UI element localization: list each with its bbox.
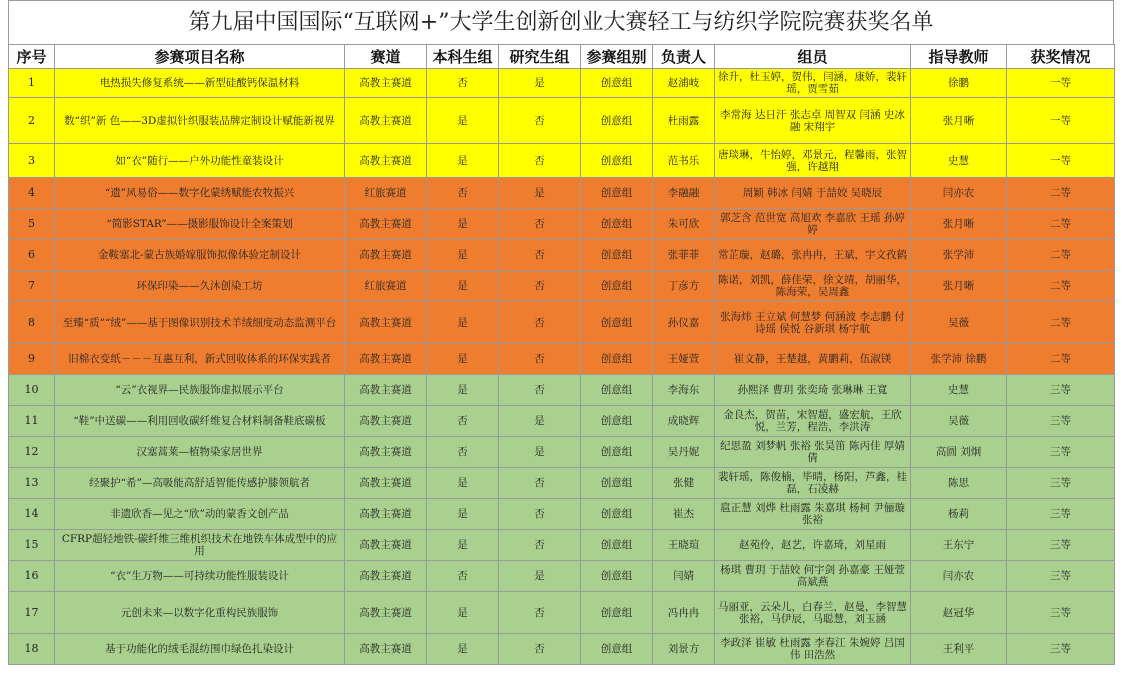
- row-number-cell: 2: [9, 98, 55, 144]
- members-cell: 赵苑伶，赵艺，许嘉琦，刘星雨: [715, 530, 911, 561]
- members-cell: 周颖 韩冰 闫婧 于喆姣 吴晓辰: [715, 178, 911, 209]
- graduate-flag-cell: 否: [499, 499, 581, 530]
- table-row: [9, 530, 1115, 561]
- members-cell: 扈正慧 刘烨 杜雨露 朱嘉琪 杨柯 尹俪璇 张裕: [715, 499, 911, 530]
- track-cell: 高教主赛道: [345, 530, 427, 561]
- graduate-flag-cell: 是: [499, 406, 581, 437]
- undergrad-flag-cell: 是: [427, 98, 499, 144]
- table-row: [9, 468, 1115, 499]
- table-row: [9, 344, 1115, 375]
- table-row: [9, 437, 1115, 468]
- members-cell: 唐琰琳，牛怡婷，邓景元，程馨雨，张智强，许越翔: [715, 144, 911, 178]
- project-name-cell: 汉塞蒿莱—植物染家居世界: [55, 437, 345, 468]
- project-name-cell: “云”衣视界—民族服饰虚拟展示平台: [55, 375, 345, 406]
- project-name-cell: 环保印染——久沐创染工坊: [55, 271, 345, 302]
- leader-cell: 闫婧: [653, 561, 715, 592]
- leader-cell: 李融融: [653, 178, 715, 209]
- row-number-cell: 17: [9, 592, 55, 634]
- project-name-cell: 金鞍塞北-蒙古族婚嫁服饰拟像体验定制设计: [55, 240, 345, 271]
- row-number-cell: 14: [9, 499, 55, 530]
- leader-cell: 孙仪嘉: [653, 302, 715, 344]
- award-cell: 一等: [1007, 98, 1115, 144]
- row-number-cell: 13: [9, 468, 55, 499]
- header-cell-members: 组员: [715, 45, 911, 69]
- graduate-flag-cell: 否: [499, 144, 581, 178]
- members-cell: 杨琪 曹玥 于喆姣 何宇剑 孙嘉豪 王娅萱 高斌燕: [715, 561, 911, 592]
- project-name-cell: “衣”生万物——可持续功能性服装设计: [55, 561, 345, 592]
- row-number-cell: 15: [9, 530, 55, 561]
- header-cell-undergrad: 本科生组: [427, 45, 499, 69]
- track-cell: 红旅赛道: [345, 178, 427, 209]
- undergrad-flag-cell: 是: [427, 375, 499, 406]
- leader-cell: 成晓辉: [653, 406, 715, 437]
- award-cell: 三等: [1007, 437, 1115, 468]
- group-cell: 创意组: [581, 271, 653, 302]
- header-cell-project: 参赛项目名称: [55, 45, 345, 69]
- members-cell: 孙熙泽 曹玥 张奕琦 张琳琳 王寬: [715, 375, 911, 406]
- advisor-cell: 杨莉: [911, 499, 1007, 530]
- track-cell: 高教主赛道: [345, 634, 427, 665]
- advisor-cell: 张月晰: [911, 98, 1007, 144]
- members-cell: 郭芝含 范世宽 高旭欢 李嘉欣 王瑶 孙婷婷: [715, 209, 911, 240]
- table-row: [9, 592, 1115, 634]
- advisor-cell: 吴薇: [911, 406, 1007, 437]
- track-cell: 高教主赛道: [345, 406, 427, 437]
- row-number-cell: 5: [9, 209, 55, 240]
- leader-cell: 杜雨露: [653, 98, 715, 144]
- members-cell: 常芷璇，赵璐，张冉冉，王斌，宇文孜鹤: [715, 240, 911, 271]
- graduate-flag-cell: 否: [499, 592, 581, 634]
- undergrad-flag-cell: 是: [427, 302, 499, 344]
- award-cell: 三等: [1007, 375, 1115, 406]
- graduate-flag-cell: 否: [499, 209, 581, 240]
- undergrad-flag-cell: 否: [427, 437, 499, 468]
- graduate-flag-cell: 否: [499, 302, 581, 344]
- project-name-cell: 非遗欣香—见之“欣”动的蒙香文创产品: [55, 499, 345, 530]
- award-cell: 二等: [1007, 240, 1115, 271]
- project-name-cell: 旧棉衣变纸－－－互惠互利，新式回收体系的环保实践者: [55, 344, 345, 375]
- leader-cell: 李海东: [653, 375, 715, 406]
- table-row: [9, 144, 1115, 178]
- advisor-cell: 王利平: [911, 634, 1007, 665]
- leader-cell: 张健: [653, 468, 715, 499]
- track-cell: 高教主赛道: [345, 302, 427, 344]
- undergrad-flag-cell: 是: [427, 468, 499, 499]
- leader-cell: 赵浦岐: [653, 69, 715, 98]
- leader-cell: 吴丹妮: [653, 437, 715, 468]
- table-row: [9, 240, 1115, 271]
- track-cell: 高教主赛道: [345, 437, 427, 468]
- group-cell: 创意组: [581, 530, 653, 561]
- undergrad-flag-cell: 否: [427, 406, 499, 437]
- header-row: [9, 45, 1115, 69]
- undergrad-flag-cell: 是: [427, 144, 499, 178]
- track-cell: 高教主赛道: [345, 468, 427, 499]
- award-cell: 二等: [1007, 302, 1115, 344]
- graduate-flag-cell: 否: [499, 634, 581, 665]
- group-cell: 创意组: [581, 98, 653, 144]
- graduate-flag-cell: 否: [499, 98, 581, 144]
- leader-cell: 丁彦方: [653, 271, 715, 302]
- row-number-cell: 18: [9, 634, 55, 665]
- undergrad-flag-cell: 是: [427, 240, 499, 271]
- table-row: [9, 69, 1115, 98]
- undergrad-flag-cell: 是: [427, 634, 499, 665]
- group-cell: 创意组: [581, 437, 653, 468]
- advisor-cell: 吴薇: [911, 302, 1007, 344]
- row-number-cell: 11: [9, 406, 55, 437]
- undergrad-flag-cell: 否: [427, 561, 499, 592]
- row-number-cell: 9: [9, 344, 55, 375]
- header-cell-advisor: 指导教师: [911, 45, 1007, 69]
- advisor-cell: 陈思: [911, 468, 1007, 499]
- track-cell: 高教主赛道: [345, 592, 427, 634]
- leader-cell: 王娅萱: [653, 344, 715, 375]
- header-cell-track: 赛道: [345, 45, 427, 69]
- header-cell-group: 参赛组别: [581, 45, 653, 69]
- graduate-flag-cell: 否: [499, 344, 581, 375]
- group-cell: 创意组: [581, 69, 653, 98]
- members-cell: 马丽亚，云朵儿，白春兰，赵曼，李智慧 张裕，马伊辰，马聪慧，刘玉涵: [715, 592, 911, 634]
- group-cell: 创意组: [581, 592, 653, 634]
- members-cell: 李政泽 崔敏 杜雨露 李春江 朱婉婷 吕国伟 田浩然: [715, 634, 911, 665]
- table-row: [9, 209, 1115, 240]
- undergrad-flag-cell: 是: [427, 592, 499, 634]
- award-cell: 三等: [1007, 406, 1115, 437]
- row-number-cell: 10: [9, 375, 55, 406]
- advisor-cell: 赵冠华: [911, 592, 1007, 634]
- members-cell: 金良杰，贺苗，宋智超，盛宏航，王欣悦，兰芳，程浩，李洪涛: [715, 406, 911, 437]
- advisor-cell: 张月晰: [911, 209, 1007, 240]
- members-cell: 陈诺，刘凯，薛佳荣，徐文靖，胡丽华，陈海荣，吴周鑫: [715, 271, 911, 302]
- award-cell: 二等: [1007, 344, 1115, 375]
- group-cell: 创意组: [581, 468, 653, 499]
- undergrad-flag-cell: 是: [427, 499, 499, 530]
- header-cell-no: 序号: [9, 45, 55, 69]
- table-row: [9, 375, 1115, 406]
- group-cell: 创意组: [581, 561, 653, 592]
- leader-cell: 刘景方: [653, 634, 715, 665]
- track-cell: 高教主赛道: [345, 98, 427, 144]
- undergrad-flag-cell: 是: [427, 530, 499, 561]
- track-cell: 高教主赛道: [345, 209, 427, 240]
- header-cell-leader: 负责人: [653, 45, 715, 69]
- advisor-cell: 张学沛 徐鹏: [911, 344, 1007, 375]
- leader-cell: 张菲菲: [653, 240, 715, 271]
- group-cell: 创意组: [581, 209, 653, 240]
- members-cell: 李常海 达日汗 张志卓 周智双 闫涵 史冰融 宋翔宇: [715, 98, 911, 144]
- project-name-cell: 数“织”新 色——3D虚拟针织服装品牌定制设计赋能新视界: [55, 98, 345, 144]
- graduate-flag-cell: 是: [499, 561, 581, 592]
- advisor-cell: 张月晰: [911, 271, 1007, 302]
- row-number-cell: 3: [9, 144, 55, 178]
- row-number-cell: 8: [9, 302, 55, 344]
- table-row: [9, 302, 1115, 344]
- advisor-cell: 史慧: [911, 144, 1007, 178]
- track-cell: 高教主赛道: [345, 344, 427, 375]
- row-number-cell: 6: [9, 240, 55, 271]
- group-cell: 创意组: [581, 344, 653, 375]
- leader-cell: 范书乐: [653, 144, 715, 178]
- table-row: [9, 561, 1115, 592]
- project-name-cell: 电热损失修复系统——新型硅酸钙保温材料: [55, 69, 345, 98]
- track-cell: 高教主赛道: [345, 561, 427, 592]
- header-cell-award: 获奖情况: [1007, 45, 1115, 69]
- advisor-cell: 闫亦农: [911, 178, 1007, 209]
- row-number-cell: 12: [9, 437, 55, 468]
- sheet-title: 第九届中国国际“互联网+”大学生创新创业大赛轻工与纺织学院院赛获奖名单: [8, 0, 1114, 44]
- award-cell: 一等: [1007, 144, 1115, 178]
- project-name-cell: “简影STAR”——摄影服饰设计全案策划: [55, 209, 345, 240]
- group-cell: 创意组: [581, 375, 653, 406]
- row-number-cell: 7: [9, 271, 55, 302]
- award-cell: 二等: [1007, 271, 1115, 302]
- row-number-cell: 1: [9, 69, 55, 98]
- undergrad-flag-cell: 是: [427, 209, 499, 240]
- award-cell: 三等: [1007, 592, 1115, 634]
- members-cell: 裴轩瑶，陈俊楠，毕晴，杨阳，芦鑫，桂磊，石凌赫: [715, 468, 911, 499]
- advisor-cell: 高圆 刘炯: [911, 437, 1007, 468]
- advisor-cell: 闫亦农: [911, 561, 1007, 592]
- award-cell: 二等: [1007, 209, 1115, 240]
- award-cell: 二等: [1007, 178, 1115, 209]
- project-name-cell: CFRP超轻地铁-碳纤维三维机织技术在地铁车体成型中的应用: [55, 530, 345, 561]
- group-cell: 创意组: [581, 178, 653, 209]
- group-cell: 创意组: [581, 302, 653, 344]
- track-cell: 高教主赛道: [345, 240, 427, 271]
- members-cell: 纪思盈 刘梦帆 张裕 张昊笛 陈丙佳 厚婧倩: [715, 437, 911, 468]
- row-number-cell: 4: [9, 178, 55, 209]
- award-cell: 三等: [1007, 468, 1115, 499]
- table-row: [9, 271, 1115, 302]
- track-cell: 高教主赛道: [345, 375, 427, 406]
- graduate-flag-cell: 否: [499, 468, 581, 499]
- graduate-flag-cell: 否: [499, 530, 581, 561]
- graduate-flag-cell: 是: [499, 437, 581, 468]
- group-cell: 创意组: [581, 634, 653, 665]
- advisor-cell: 史慧: [911, 375, 1007, 406]
- row-number-cell: 16: [9, 561, 55, 592]
- members-cell: 崔文静，王楚越，黄鹏莉，伍淑镁: [715, 344, 911, 375]
- graduate-flag-cell: 是: [499, 178, 581, 209]
- award-cell: 三等: [1007, 634, 1115, 665]
- leader-cell: 崔杰: [653, 499, 715, 530]
- graduate-flag-cell: 否: [499, 240, 581, 271]
- undergrad-flag-cell: 否: [427, 69, 499, 98]
- leader-cell: 冯冉冉: [653, 592, 715, 634]
- advisor-cell: 王东宁: [911, 530, 1007, 561]
- table-row: [9, 634, 1115, 665]
- award-cell: 三等: [1007, 561, 1115, 592]
- award-table: [8, 44, 1115, 665]
- graduate-flag-cell: 是: [499, 69, 581, 98]
- project-name-cell: 基于功能化的绒毛混纺围巾绿色扎染设计: [55, 634, 345, 665]
- award-cell: 三等: [1007, 499, 1115, 530]
- track-cell: 红旅赛道: [345, 271, 427, 302]
- award-cell: 三等: [1007, 530, 1115, 561]
- track-cell: 高教主赛道: [345, 499, 427, 530]
- project-name-cell: 如“衣”随行——户外功能性童装设计: [55, 144, 345, 178]
- project-name-cell: 元创未来—以数字化重构民族服饰: [55, 592, 345, 634]
- undergrad-flag-cell: 否: [427, 178, 499, 209]
- members-cell: 张海炜 王立斌 何慧梦 何涵波 李志鹏 付诗瑶 侯悦 谷新琪 杨宇航: [715, 302, 911, 344]
- project-name-cell: “遗”风易俗——数字化蒙绣赋能农牧振兴: [55, 178, 345, 209]
- members-cell: 徐升，杜玉婷，贺伟，闫涵，康娇，裴轩瑶，贾雪茹: [715, 69, 911, 98]
- track-cell: 高教主赛道: [345, 69, 427, 98]
- project-name-cell: 经聚护“希”—高吸能高舒适智能传感护膝领航者: [55, 468, 345, 499]
- group-cell: 创意组: [581, 406, 653, 437]
- table-row: [9, 98, 1115, 144]
- award-cell: 一等: [1007, 69, 1115, 98]
- table-row: [9, 406, 1115, 437]
- graduate-flag-cell: 否: [499, 271, 581, 302]
- track-cell: 高教主赛道: [345, 144, 427, 178]
- group-cell: 创意组: [581, 240, 653, 271]
- project-name-cell: 至臻“质”“绒”——基于图像识别技术羊绒细度动态监测平台: [55, 302, 345, 344]
- undergrad-flag-cell: 是: [427, 344, 499, 375]
- graduate-flag-cell: 否: [499, 375, 581, 406]
- group-cell: 创意组: [581, 499, 653, 530]
- table-row: [9, 178, 1115, 209]
- group-cell: 创意组: [581, 144, 653, 178]
- advisor-cell: 张学沛: [911, 240, 1007, 271]
- project-name-cell: “鞋”中送碳——利用回收碳纤维复合材料制备鞋底碳板: [55, 406, 345, 437]
- table-row: [9, 499, 1115, 530]
- leader-cell: 王晓瑄: [653, 530, 715, 561]
- advisor-cell: 徐鹏: [911, 69, 1007, 98]
- header-cell-graduate: 研究生组: [499, 45, 581, 69]
- undergrad-flag-cell: 是: [427, 271, 499, 302]
- leader-cell: 朱可欣: [653, 209, 715, 240]
